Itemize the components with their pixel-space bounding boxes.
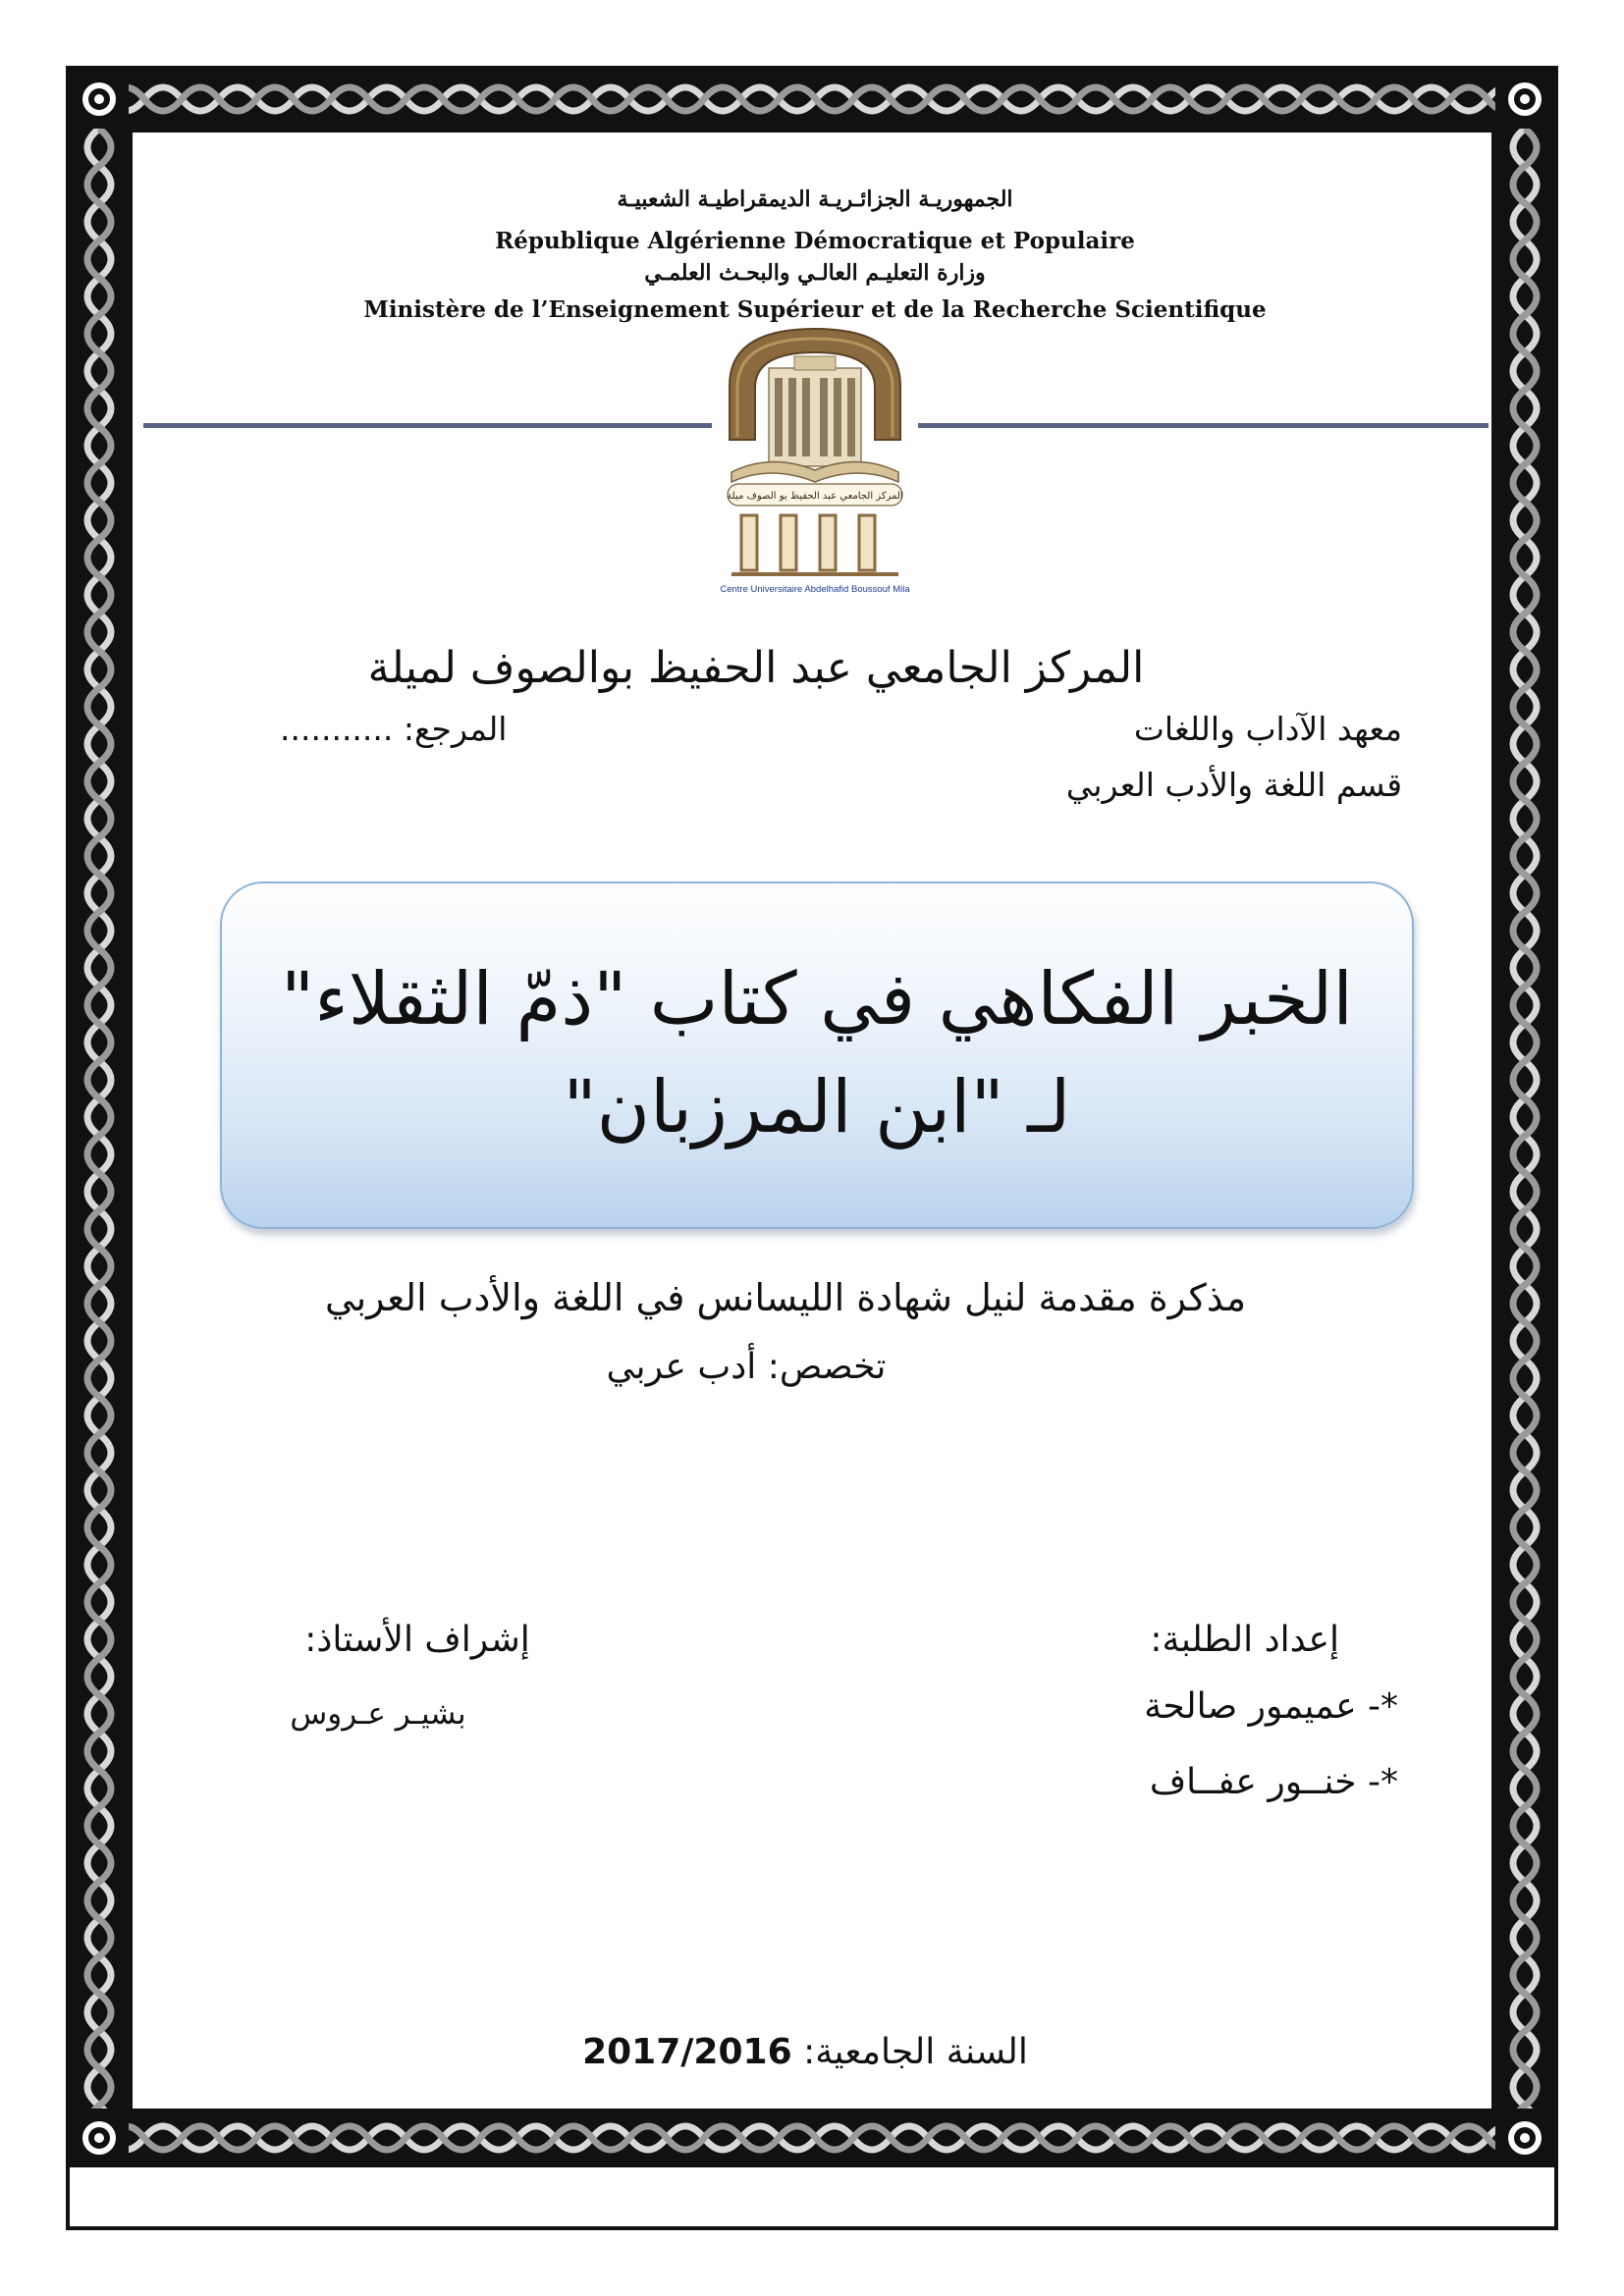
reference-field: المرجع: ........... <box>280 710 508 748</box>
thesis-title-line2: لـ "ابن المرزبان" <box>563 1065 1071 1149</box>
specialty-line: تخصص: أدب عربي <box>606 1347 887 1387</box>
border-band-right <box>1495 129 1554 2109</box>
student-name: *- خنــور عفــاف <box>1149 1762 1398 1802</box>
corner-ornament-icon <box>1495 2109 1554 2167</box>
academic-year-label: السنة الجامعية: <box>803 2032 1028 2072</box>
border-band-left <box>70 129 129 2109</box>
logo-arabic-caption: المركز الجامعي عبد الحفيظ بو الصوف ميلة <box>727 491 903 502</box>
corner-ornament-icon <box>1495 70 1554 129</box>
logo-french-caption: Centre Universitaire Abdelhafid Boussouf Mila <box>720 584 910 595</box>
university-centre-name: المركز الجامعي عبد الحفيظ بوالصوف لميلة <box>367 643 1145 693</box>
academic-year-value: 2017/2016 <box>582 2032 792 2072</box>
border-band-top <box>70 70 1554 129</box>
supervision-label: إشراف الأستاذ: <box>304 1620 530 1660</box>
supervisor-name: بشيـر عـروس <box>290 1696 466 1732</box>
thesis-title-box <box>220 881 1414 1229</box>
academic-year <box>550 2032 1060 2072</box>
republic-name-arabic: الجمهوريـة الجزائـريـة الديمقراطيـة الشعبيـة <box>617 187 1013 212</box>
university-logo <box>712 327 918 604</box>
thesis-title-line1: الخبر الفكاهي في كتاب "ذمّ الثقلاء" <box>281 957 1353 1041</box>
institute-name: معهد الآداب واللغات <box>1133 710 1402 748</box>
degree-statement: مذكرة مقدمة لنيل شهادة الليسانس في اللغة والأدب العربي <box>324 1276 1247 1319</box>
department-name: قسم اللغة والأدب العربي <box>1065 766 1402 804</box>
prepared-by-label: إعداد الطلبة: <box>1150 1620 1339 1660</box>
republic-name-french: République Algérienne Démocratique et Populaire <box>495 228 1135 254</box>
corner-ornament-icon <box>70 70 129 129</box>
border-band-bottom <box>70 2109 1554 2167</box>
ministry-name-arabic: وزارة التعليـم العالـي والبحـث العلمـي <box>644 260 986 286</box>
ministry-name-french: Ministère de l’Enseignement Supérieur et de la Recherche Scientifique <box>363 296 1267 323</box>
corner-ornament-icon <box>70 2109 129 2167</box>
student-name: *- عميمور صالحة <box>1144 1686 1398 1727</box>
